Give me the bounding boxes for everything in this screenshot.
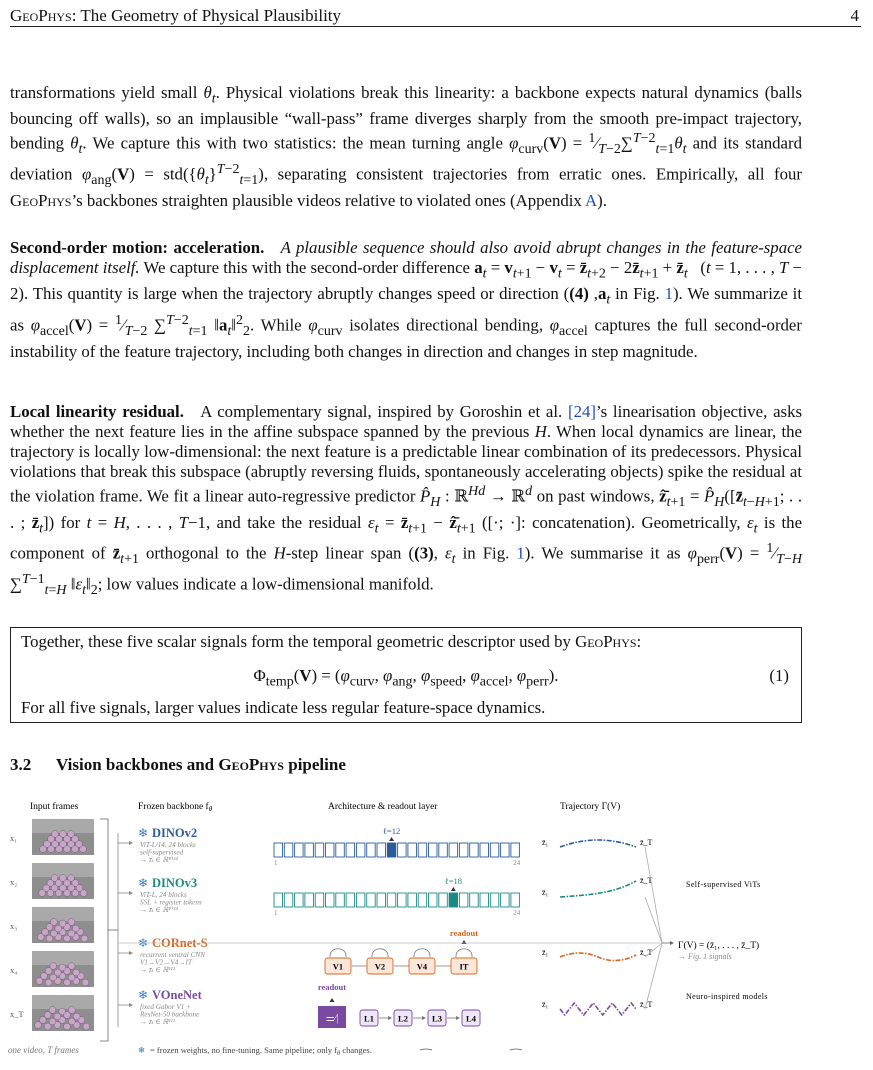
snowflake-icon: ❄: [138, 1045, 146, 1055]
paragraph-heading: Second-order motion: acceleration.: [10, 238, 265, 257]
backbone-row: [118, 928, 653, 974]
transformer-block: [480, 843, 489, 857]
frames-caption: one video, T frames: [8, 1045, 79, 1055]
transformer-block: [418, 893, 427, 907]
transformer-block: [470, 843, 479, 857]
backbone-desc: fixed Gabor V1 +: [140, 1003, 191, 1011]
transformer-block: [315, 893, 324, 907]
stage-label: V4: [416, 961, 428, 972]
readout-label: ℓ=12: [382, 826, 401, 836]
block-axis-first: 1: [274, 909, 278, 917]
transformer-block: [459, 893, 468, 907]
readout-marker-icon: [462, 940, 467, 944]
backbone-name: CORnet-S: [152, 936, 208, 950]
frame-label: x₁: [10, 833, 18, 843]
cropped-glyph: [510, 1049, 522, 1050]
arrowhead-icon: [129, 1003, 133, 1007]
ball: [52, 831, 59, 838]
transformer-block: [439, 893, 448, 907]
stage-label: L4: [466, 1013, 476, 1024]
backbone-desc: self-supervised: [140, 848, 184, 857]
ball: [59, 964, 66, 971]
readout-marker-icon: [330, 998, 335, 1002]
caption-fragment: [0, 1048, 873, 1065]
group-label-neuro: Neuro-inspired models: [686, 992, 768, 1001]
backbone-row: [118, 876, 653, 917]
transformer-block: [501, 893, 510, 907]
frame-label: x_T: [10, 1009, 24, 1019]
transformer-block: [511, 893, 520, 907]
figure-caption-fragment: [0, 1048, 873, 1065]
running-title: GeoPhys: The Geometry of Physical Plausibility: [10, 6, 342, 25]
transformer-block: [408, 893, 417, 907]
arrowhead-icon: [129, 841, 133, 845]
stage-label: V1: [332, 961, 344, 972]
readout-label: readout: [449, 928, 479, 938]
transformer-block: [418, 843, 427, 857]
readout-marker-icon: [451, 887, 456, 891]
recurrence-loop-icon: [456, 949, 472, 957]
arrowhead-icon: [129, 891, 133, 895]
recurrence-loop-icon: [330, 949, 346, 957]
ball: [68, 963, 75, 970]
header-input-frames: Input frames: [30, 802, 79, 812]
transformer-block: [367, 843, 376, 857]
ball: [49, 1007, 56, 1014]
ball: [59, 920, 66, 927]
ball: [83, 1023, 90, 1030]
transformer-block: [295, 843, 304, 857]
pipeline-diagram: [0, 795, 873, 1065]
ball: [68, 875, 75, 882]
header-trajectory: Trajectory Γ(V): [560, 802, 621, 812]
transformer-block: [274, 843, 283, 857]
snowflake-icon: ❄: [138, 988, 149, 1002]
paragraph-acceleration: Second-order motion: acceleration. A plausible sequence should also avoid abrupt changes in the feature-space displacement itself. We capture this with the second-order difference $a_t = v_{t+1} - v_t$ = $z̄_{t+2}$ − $2z̄_{t+1}$ + $z̄_t$ (t = 1, . . . , T − 2). This quantity is large when the trajectory abruptly changes speed or direction ((4) $,a_t$ in Fig. 1). We summarize it as $\varphi_{accel}(V)$ = $^1⁄_{T-2}$ ∑$^{T-2}_{t=1}$ $‖a_t‖^2_2$. While $\varphi_{curv}$ isolates directional bending, $\varphi_{accel}$ captures the full second-order instability of the feature trajectory, including both changes in direction and changes in step magnitude.: [10, 238, 803, 361]
traj-end-label: z̄_T: [640, 838, 653, 847]
header-backbone: Frozen backbone $f_\theta$: [138, 802, 213, 813]
transformer-block: [315, 843, 324, 857]
backbone-desc: → z̄ₜ ∈ ℝ⁵¹²: [140, 1018, 175, 1026]
backbone-name: VOneNet: [152, 988, 202, 1002]
snowflake-icon: ❄: [138, 936, 149, 950]
stage-label: V2: [374, 961, 386, 972]
frame-wall: [32, 951, 94, 965]
ball: [73, 969, 80, 976]
output-formula: Γ(V) = (z̄₁, . . . , z̄_T): [678, 941, 760, 951]
descriptor-box: [10, 627, 802, 723]
backbone-desc: ResNet-50 backbone: [140, 1010, 200, 1019]
traj-start-label: z̄₁: [542, 1000, 549, 1009]
output-arrows: [645, 847, 674, 1009]
transformer-block: [429, 893, 438, 907]
box-intro: Together, these five scalar signals form the temporal geometric descriptor used by GeoPhys:: [21, 632, 642, 651]
transformer-block: [336, 893, 345, 907]
ball: [50, 963, 57, 970]
trajectory-curve: [560, 840, 636, 847]
frame-label: x₃: [10, 921, 18, 931]
transformer-block: [346, 893, 355, 907]
backbone-desc: → z̄ₜ ∈ ℝ¹⁰²⁴: [140, 906, 178, 914]
pipeline-figure: [0, 795, 873, 1065]
transformer-block: [449, 893, 458, 907]
transformer-block: [284, 893, 293, 907]
backbone-desc: ViT-L, 24 blocks: [140, 891, 187, 899]
ball: [60, 831, 67, 838]
ball: [51, 875, 58, 882]
transformer-block: [398, 843, 407, 857]
traj-end-label: z̄_T: [640, 948, 653, 957]
ball: [50, 919, 57, 926]
cropped-glyph: [420, 1049, 432, 1050]
gabor-icon: ⚌⁄|: [325, 1013, 339, 1024]
arrowhead-icon: [129, 951, 133, 955]
transformer-block: [367, 893, 376, 907]
trajectory-curve: [560, 1003, 636, 1015]
transformer-block: [336, 843, 345, 857]
merge-arrow: [645, 847, 662, 943]
traj-start-label: z̄₁: [542, 948, 549, 957]
ball: [73, 1013, 80, 1020]
transformer-block: [305, 893, 314, 907]
recurrence-loop-icon: [372, 949, 388, 957]
arrowhead-icon: [388, 1016, 392, 1020]
backbone-name: DINOv2: [152, 826, 198, 840]
backbone-row: [118, 826, 653, 867]
figure-footnote: = frozen weights, no fine-tuning. Same pipeline; only $f_\theta$ changes.: [150, 1045, 372, 1057]
traj-start-label: z̄₁: [542, 838, 549, 847]
running-head: [10, 6, 861, 27]
transformer-block: [459, 843, 468, 857]
snowflake-icon: ❄: [138, 876, 149, 890]
backbone-desc: SSL + register tokens: [140, 898, 202, 907]
readout-label: ℓ=18: [444, 876, 463, 886]
recurrence-loop-icon: [414, 949, 430, 957]
transformer-block: [326, 843, 335, 857]
frame-label: x₂: [10, 877, 18, 887]
arrowhead-icon: [456, 1016, 460, 1020]
frame-wall: [32, 995, 94, 1009]
paragraph-linearity: Local linearity residual. A complementary signal, inspired by Goroshin et al. [24]’s linearisation objective, asks whether the next feature lies in the affine subspace spanned by the previous H. When local dynamics are linear, the trajectory is locally low-dimensional: the next feature is a predictable linear combination of its predecessors. Physical violations that break this subspace (abruptly reversing fluids, spontaneously accelerating objects) spike the residual at the violation frame. We fit a linear auto-regressive predictor $P̂_H$ : ℝ$^{Hd}$ → ℝ$^d$ on past windows, $ẑ̄_{t+1}$ = $P̂_H([z̄_{t-H+1}$; . . . ; $z̄_t$]) for t = H, . . . , T−1, and take the residual $\varepsilon_t$ = $z̄_{t+1}$ − $ẑ̄_{t+1}$ ([·; ·]: concatenation). Geometrically, $\varepsilon_t$ is the component of $z̄_{t+1}$ orthogonal to the H-step linear span ((3), $\varepsilon_t$ in Fig. 1). We summarise it as $\varphi_{perr}(V)$ = $^1⁄_{T-H}$ ∑$^{T-1}_{t=H}$ $‖\varepsilon_t‖_2$; low values indicate a low-dimensional manifold.: [10, 402, 803, 599]
trajectory-curve: [560, 881, 636, 897]
stage-label: L2: [398, 1013, 408, 1024]
transformer-block: [449, 843, 458, 857]
backbone-name: DINOv3: [152, 876, 198, 890]
backbone-desc: → z̄ₜ ∈ ℝ⁵¹²: [140, 966, 175, 974]
transformer-block: [480, 893, 489, 907]
box-note: For all five signals, larger values indicate less regular feature-space dynamics.: [21, 698, 546, 717]
backbone-row: [118, 982, 653, 1028]
section-heading: 3.2 Vision backbones and GeoPhys pipeline: [10, 755, 346, 774]
ball: [68, 831, 75, 838]
block-axis-last: 24: [513, 859, 521, 867]
transformer-block: [511, 843, 520, 857]
ball: [81, 935, 88, 942]
backbone-desc: recurrent ventral CNN: [140, 951, 205, 959]
input-frame-column: [10, 819, 94, 1031]
frame-label: x₄: [10, 965, 18, 975]
transformer-block: [356, 893, 365, 907]
transformer-block: [284, 843, 293, 857]
transformer-block: [377, 893, 386, 907]
ball: [59, 875, 66, 882]
transformer-block: [490, 893, 499, 907]
transformer-block: [387, 843, 396, 857]
transformer-block: [295, 893, 304, 907]
stage-label: L3: [432, 1013, 442, 1024]
descriptor-equation: $\Phi_{temp}(V) = (\varphi_{curv}$, $\varphi_{ang}$, $\varphi_{speed}$, $\varphi_{accel}$, $\varphi_{perr}$).: [253, 666, 559, 690]
merge-arrow: [645, 897, 662, 943]
page-number: 4: [850, 6, 859, 25]
group-label-ssl: Self-supervised ViTs: [686, 880, 761, 889]
paragraph-heading: Local linearity residual.: [10, 402, 184, 421]
transformer-block: [387, 893, 396, 907]
readout-label: readout: [317, 982, 347, 992]
transformer-block: [356, 843, 365, 857]
traj-end-label: z̄_T: [640, 1000, 653, 1009]
backbone-rows: [118, 826, 653, 1028]
snowflake-icon: ❄: [138, 826, 149, 840]
transformer-block: [305, 843, 314, 857]
ball: [82, 979, 89, 986]
output-note: → Fig. 1 signals: [678, 952, 732, 961]
paragraph-curvature: transformations yield small $\theta_t$. Physical violations break this linearity: a backbone expects natural dynamics (balls bouncing off walls), so an implausible “wall-pass” frame diverges sharply from the smooth pre-impact trajectory, bending $\theta_t$. We capture this with two statistics: the mean turning angle $\varphi_{curv}(V)$ = $^1⁄_{T-2}\sum^{T-2}_{t=1}\theta_t$ and its standard deviation $\varphi_{ang}(V) = std(\{\theta_t\}^{T-2}_{t=1})$, separating consistent trajectories from erratic ones. Empirically, all four GeoPhys’s backbones straighten plausible videos relative to violated ones (Appendix A).: [10, 83, 803, 211]
stage-label: L1: [364, 1013, 374, 1024]
trajectory-curve: [560, 953, 636, 961]
transformer-block: [429, 843, 438, 857]
transformer-block: [398, 893, 407, 907]
ball: [68, 919, 75, 926]
transformer-block: [439, 843, 448, 857]
traj-start-label: z̄₁: [542, 888, 549, 897]
arrowhead-icon: [422, 1016, 426, 1020]
backbone-desc: → z̄ₜ ∈ ℝ¹⁰²⁴: [140, 856, 178, 864]
arrowhead-icon: [670, 941, 674, 945]
backbone-desc: V1→V2→V4→IT: [140, 958, 192, 967]
block-axis-first: 1: [274, 859, 278, 867]
traj-end-label: z̄_T: [640, 876, 653, 885]
ball: [59, 1008, 66, 1015]
frame-wall: [32, 907, 94, 921]
readout-marker-icon: [389, 837, 394, 841]
transformer-block: [377, 843, 386, 857]
equation-number: (1): [769, 666, 789, 685]
transformer-block: [346, 843, 355, 857]
backbone-desc: ViT-L/14, 24 blocks: [140, 841, 196, 849]
block-axis-last: 24: [513, 909, 521, 917]
ball: [72, 925, 79, 932]
transformer-block: [470, 893, 479, 907]
stage-label: IT: [459, 961, 469, 972]
header-architecture: Architecture & readout layer: [328, 802, 438, 812]
transformer-block: [326, 893, 335, 907]
transformer-block: [501, 843, 510, 857]
ball: [68, 1007, 75, 1014]
transformer-block: [274, 893, 283, 907]
frames-bracket: [100, 819, 108, 1041]
transformer-block: [490, 843, 499, 857]
transformer-block: [408, 843, 417, 857]
